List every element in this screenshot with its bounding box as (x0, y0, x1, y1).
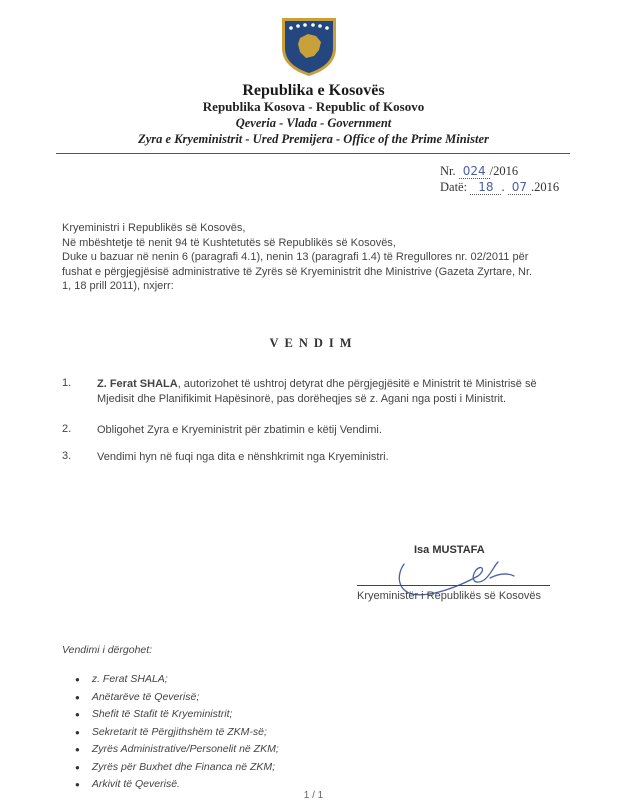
preamble-line: Në mbështetje të nenit 94 të Kushtetutës së Republikës së Kosovës, (62, 236, 396, 249)
decision-title: VENDIM (269, 336, 358, 350)
list-item: ● Arkivit të Qeverisë. (75, 778, 180, 790)
date-year: .2016 (531, 180, 560, 194)
point-number: 3. (62, 450, 72, 462)
kosovo-emblem (278, 14, 340, 78)
preamble (62, 221, 572, 294)
header-government: Qeveria - Vlada - Government (235, 116, 392, 130)
nr-year: /2016 (489, 164, 519, 178)
point-1-name: Z. Ferat SHALA (97, 378, 178, 390)
nr-label: Nr. (440, 164, 456, 178)
point-number: 2. (62, 423, 72, 435)
reference-date (440, 180, 559, 195)
header-divider (56, 153, 570, 154)
date-month: 07 (508, 180, 531, 195)
list-item: ● Sekretarit të Përgjithshëm të ZKM-së; (75, 725, 267, 738)
point-number: 1. (62, 377, 72, 389)
preamble-line: Duke u bazuar në nenin 6 (paragrafi 4.1), nenin 13 (paragrafi 1.4) të Rregullores nr. 02/2011 për (62, 251, 529, 263)
list-item: ● z. Ferat SHALA; (75, 673, 168, 685)
preamble-line: 1, 18 prill 2011), nxjerr: (62, 280, 174, 292)
date-day: 18 (470, 180, 501, 195)
point-1-line2: Mjedisit dhe Planifikimit Hapësinorë, pas dorëheqjes së z. Agani nga posti i Ministrit. (97, 392, 507, 405)
point-1-line1: , autorizohet të ushtroj detyrat dhe përgjegjësitë e Ministrit të Ministrisë së (177, 378, 537, 390)
point-2: Obligohet Zyra e Kryeministrit për zbatimin e këtij Vendimi. (97, 424, 382, 436)
preamble-line: Kryeministri i Republikës së Kosovës, (62, 222, 246, 234)
distribution-heading: Vendimi i dërgohet: (62, 644, 153, 656)
list-item: ● Zyrës Administrative/Personelit në ZKM; (75, 743, 279, 755)
reference-number (440, 164, 518, 179)
page-number: 1 / 1 (303, 790, 324, 801)
point-1 (97, 377, 577, 406)
header-office: Zyra e Kryeministrit - Ured Premijera - Office of the Prime Minister (138, 132, 489, 146)
list-item: ● Shefit të Stafit të Kryeministrit; (75, 708, 233, 720)
header-republic-multilingual: Republika Kosova - Republic of Kosovo (202, 99, 425, 114)
list-item: ● Zyrës për Buxhet dhe Financa në ZKM; (75, 760, 276, 773)
point-3: Vendimi hyn në fuqi nga dita e nënshkrimit nga Kryeministri. (97, 451, 389, 463)
list-item: ● Anëtarëve të Qeverisë; (75, 690, 200, 703)
header-republic-albanian: Republika e Kosovës (242, 82, 385, 99)
nr-value: 024 (459, 164, 490, 179)
date-sep: . (501, 180, 505, 194)
signatory-name: Isa MUSTAFA (414, 544, 485, 556)
date-label: Datë: (440, 180, 468, 194)
signature-line (357, 585, 550, 586)
distribution-list (75, 670, 279, 793)
signatory-role: Kryeministër i Republikës së Kosovës (357, 590, 542, 602)
preamble-line: fushat e përgjegjësisë administrative të Zyrës së Kryeministrit dhe Ministrive (Gazeta Zyrtare, Nr. (62, 265, 533, 278)
